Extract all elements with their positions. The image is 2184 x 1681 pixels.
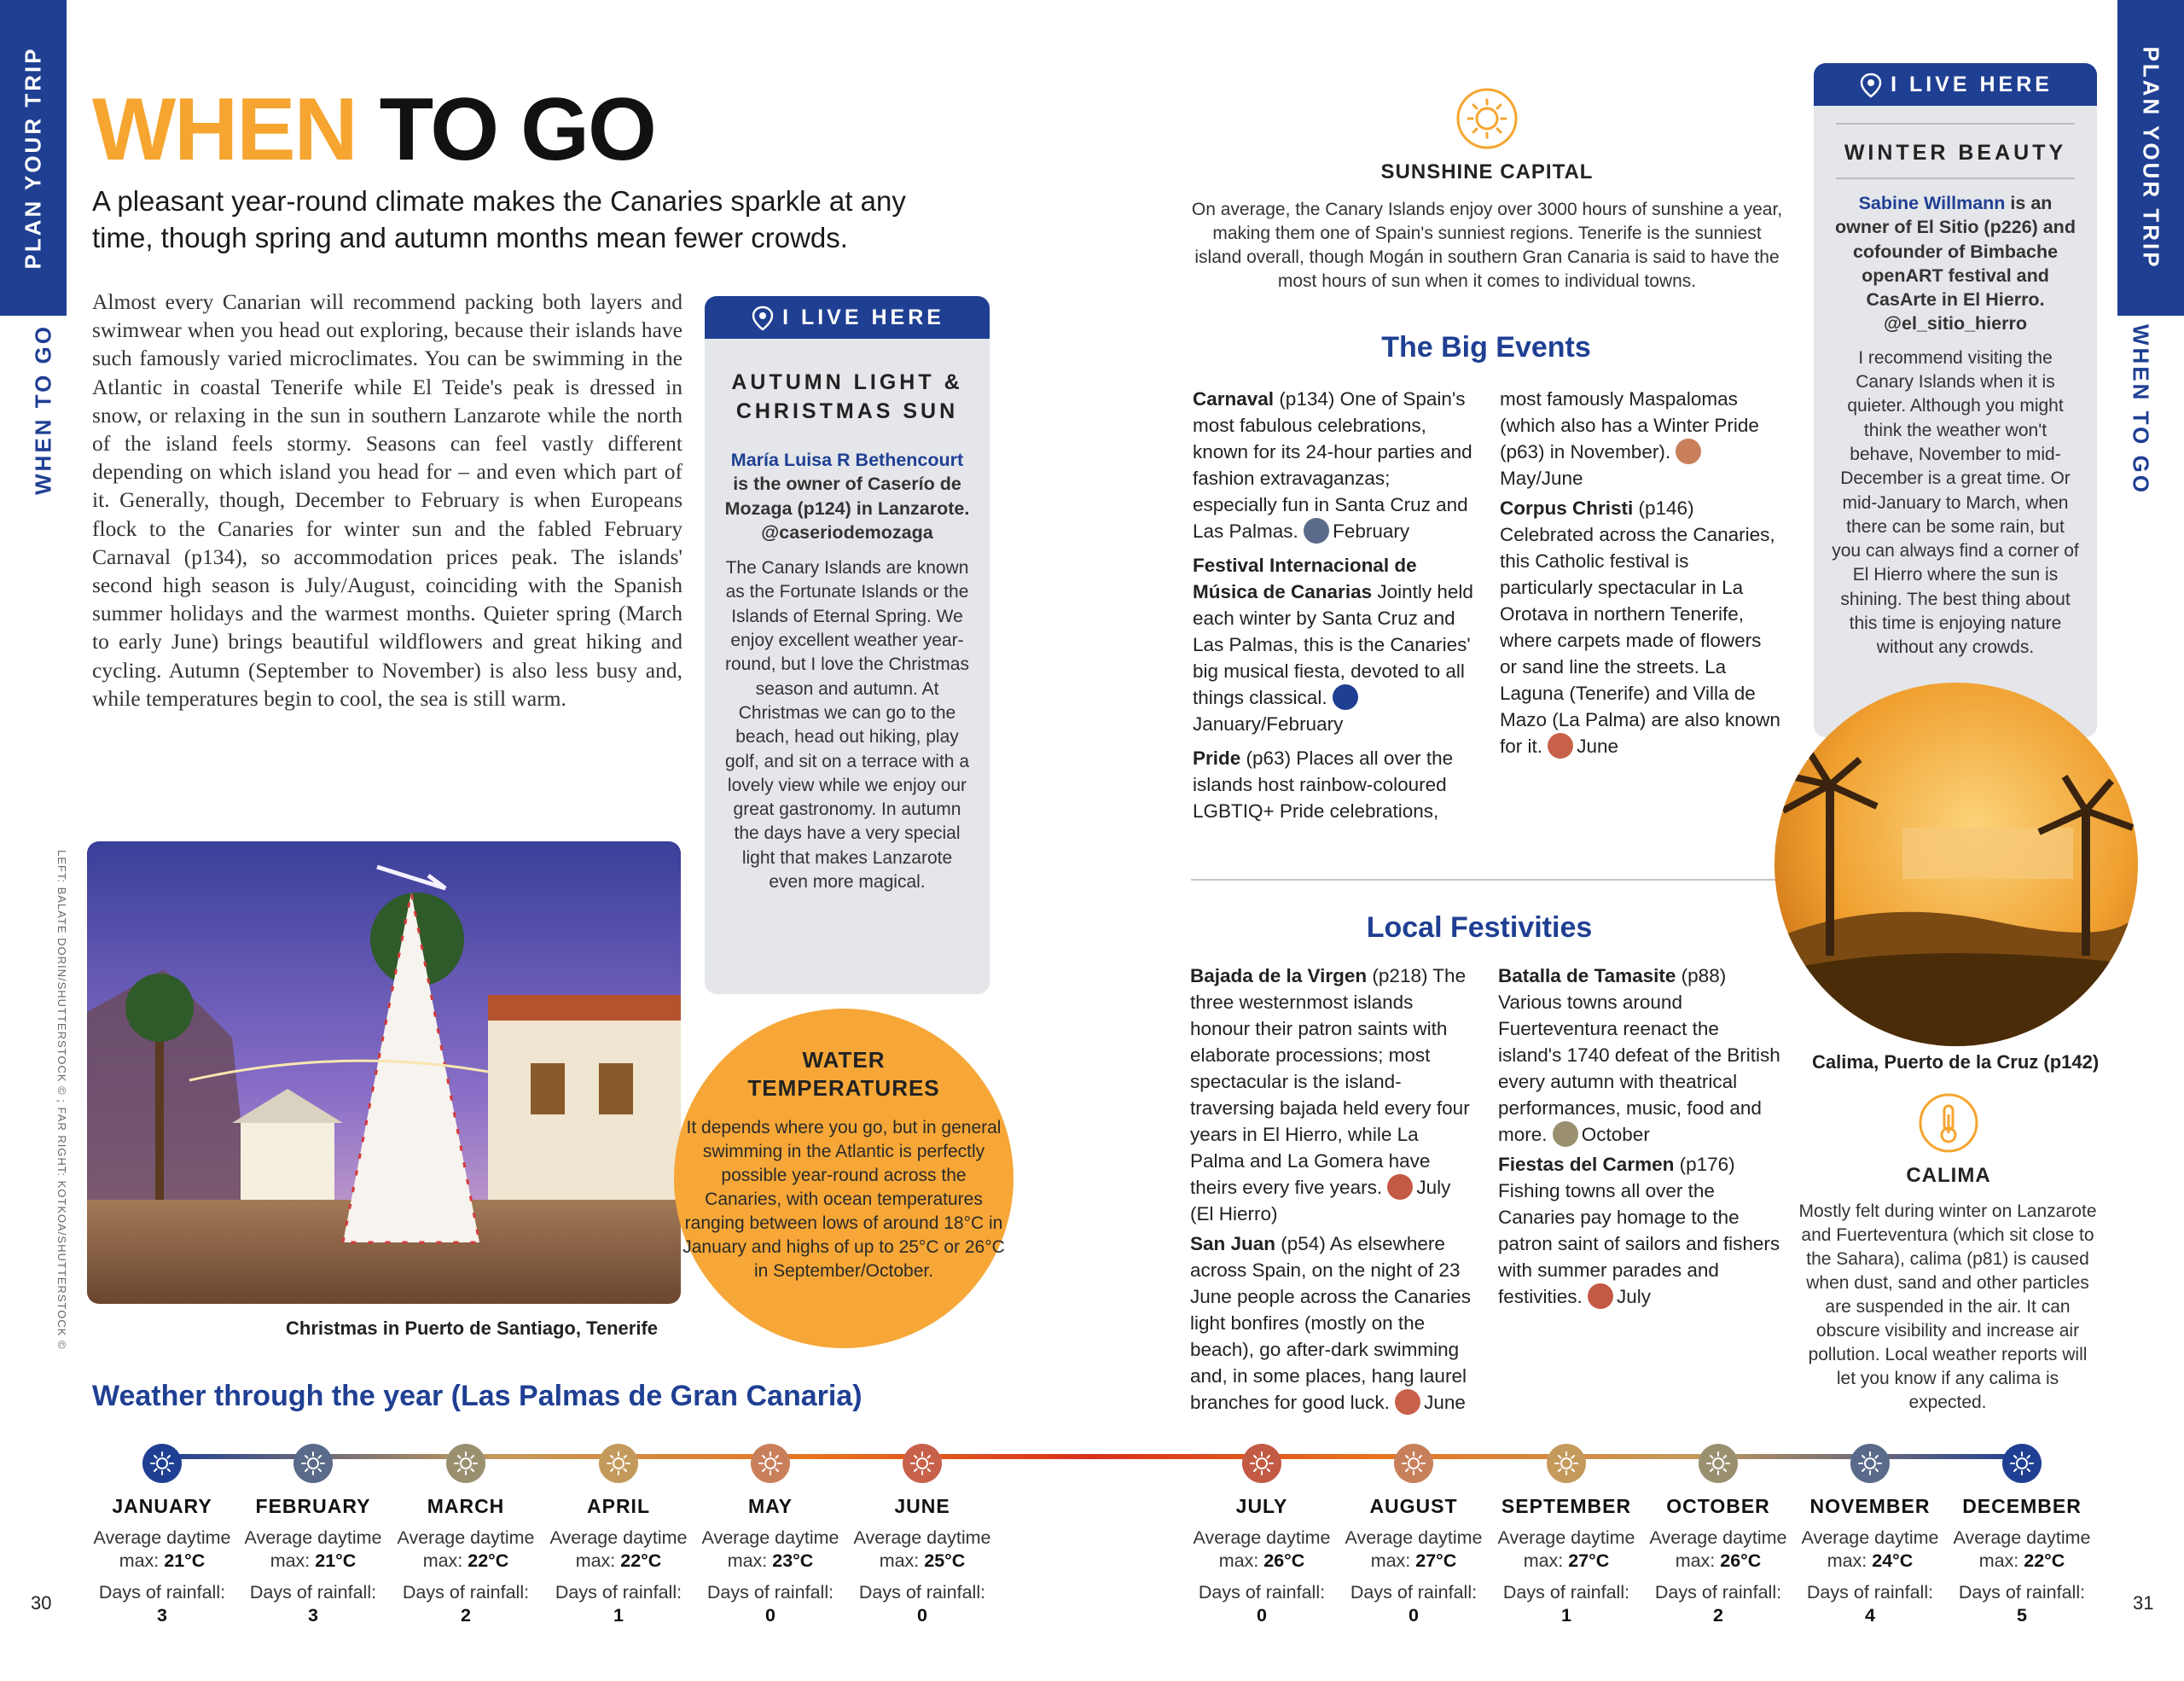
month-rain: Days of rainfall: 0 xyxy=(706,1582,834,1626)
sun-icon xyxy=(142,1444,182,1483)
thermometer-icon xyxy=(1918,1092,1979,1154)
water-temperatures-circle xyxy=(674,1009,1014,1348)
card-quote: The Canary Islands are known as the Fortunate Islands or the Islands of Eternal Spring. We enjoy excellent weather year-round, but I love the Christmas season and autumn. At Christmas we can go to the beach, head out hiking, play golf, and sit on a terrace with a lovely view while we enjoy our great gastronomy. In autumn the days have a very special light that makes Lanzarote even more magical. xyxy=(725,558,969,893)
month-name: SEPTEMBER xyxy=(1501,1495,1632,1517)
left-tab-label: PLAN YOUR TRIP xyxy=(20,46,46,270)
month-rain: Days of rainfall: 2 xyxy=(1654,1582,1782,1626)
divider xyxy=(1191,879,1780,881)
month-column xyxy=(1641,1444,1795,1627)
sun-icon xyxy=(1242,1444,1281,1483)
month-temp: Average daytime max: 22°C xyxy=(549,1527,688,1571)
month-temp: Average daytime max: 22°C xyxy=(397,1527,535,1571)
sun-badge-icon xyxy=(1395,1389,1420,1415)
sun-icon xyxy=(903,1444,942,1483)
month-rain: Days of rainfall: 3 xyxy=(249,1582,377,1626)
lede: A pleasant year-round climate makes the Canaries sparkle at any time, though spring and autumn months mean fewer crowds. xyxy=(92,185,906,253)
event-entry: Fiestas del Carmen (p176) Fishing towns all over the Canaries pay homage to the patron saint of sailors and fishers with summer parades and festivities. July xyxy=(1498,1154,1780,1307)
page-number-right: 31 xyxy=(2133,1592,2154,1614)
month-name: APRIL xyxy=(587,1495,650,1517)
month-temp: Average daytime max: 22°C xyxy=(1953,1527,2091,1571)
card-title: AUTUMN LIGHT & CHRISTMAS SUN xyxy=(731,370,963,423)
i-live-here-card-2 xyxy=(1814,63,2097,737)
month-temp: Average daytime max: 21°C xyxy=(244,1527,382,1571)
card-header: I LIVE HERE xyxy=(1814,63,2097,106)
sun-icon xyxy=(751,1444,790,1483)
sun-icon xyxy=(1699,1444,1738,1483)
sun-badge-icon xyxy=(1553,1121,1578,1147)
month-name: AUGUST xyxy=(1369,1495,1458,1517)
card-author: Sabine Willmann is an owner of El Sitio (p226) and cofounder of Bimbache openART festival and CasArte in El Hierro. @el_sitio_hierro xyxy=(1835,193,2076,334)
event-entry: Bajada de la Virgen (p218) The three westernmost islands honour their patron saints with elaborate processions; most spectacular is the island-traversing bajada held every four years in El Hierro, while La Palma and La Gomera have theirs every five years. July (El Hierro) xyxy=(1190,965,1470,1224)
water-text: It depends where you go, but in general swimming in the Atlantic is perfectly possible year-round across the Canaries, with ocean temperatures ranging between lows of around 18°C in January and highs of up to 25°C or 26°C in September/October. xyxy=(682,1118,1005,1281)
month-name: MAY xyxy=(748,1495,793,1517)
month-column xyxy=(236,1444,390,1627)
big-events-col1 xyxy=(1193,386,1474,824)
left-section-label: WHEN TO GO xyxy=(30,324,56,495)
title-main: TO GO xyxy=(356,80,655,179)
sun-icon xyxy=(2002,1444,2042,1483)
sun-icon xyxy=(599,1444,638,1483)
month-rain: Days of rainfall: 2 xyxy=(402,1582,530,1626)
month-temp: Average daytime max: 27°C xyxy=(1345,1527,1483,1571)
sun-icon xyxy=(1850,1444,1890,1483)
photo-caption: Christmas in Puerto de Santiago, Tenerife xyxy=(286,1317,659,1339)
card-quote: I recommend visiting the Canary Islands when it is quieter. Although you might think the weather won't behave, November to mid-December is a great time. Or mid-January to March, when there can be some rain, but you can always find a corner of El Hierro where the sun is shining. The best thing about this time is enjoying nature without any crowds. xyxy=(1832,347,2079,658)
month-column xyxy=(389,1444,543,1627)
sun-icon xyxy=(1455,87,1519,150)
big-events-col2 xyxy=(1500,386,1783,759)
photo-credit: LEFT: BALATE DORIN/SHUTTERSTOCK © ; FAR RIGHT: KOTKOA/SHUTTERSTOCK © xyxy=(55,850,68,1350)
month-temp: Average daytime max: 21°C xyxy=(93,1527,231,1571)
month-temp: Average daytime max: 23°C xyxy=(701,1527,839,1571)
sun-badge-icon xyxy=(1548,733,1573,759)
sun-icon xyxy=(1547,1444,1586,1483)
month-name: FEBRUARY xyxy=(255,1495,371,1517)
event-entry: Pride (p63) Places all over the islands host rainbow-coloured LGBTIQ+ Pride celebrations, xyxy=(1193,747,1454,822)
month-temp: Average daytime max: 27°C xyxy=(1497,1527,1635,1571)
card-author: María Luisa R Bethencourt is the owner of Caserío de Mozaga (p124) in Lanzarote. @caseriodemozaga xyxy=(724,450,970,543)
weather-title: Weather through the year (Las Palmas de Gran Canaria) xyxy=(92,1380,863,1412)
big-events-title: The Big Events xyxy=(1381,331,1591,364)
card-rule xyxy=(1836,123,2075,125)
month-column xyxy=(1337,1444,1490,1627)
month-column xyxy=(1793,1444,1947,1627)
right-side-tab xyxy=(2117,0,2184,316)
sun-badge-icon xyxy=(1676,439,1701,464)
calima-photo xyxy=(1774,683,2138,1046)
location-pin-icon xyxy=(750,305,775,331)
sun-badge-icon xyxy=(1588,1283,1613,1309)
local-col2 xyxy=(1498,963,1783,1310)
month-temp: Average daytime max: 26°C xyxy=(1193,1527,1331,1571)
month-column xyxy=(694,1444,847,1627)
event-entry: Festival Internacional de Música de Canarias Jointly held each winter by Santa Cruz and Las Palmas, this is the Canaries' big musical fiesta, devoted to all things classical. January/February xyxy=(1193,555,1473,735)
i-live-here-card-1 xyxy=(705,296,990,994)
month-rain: Days of rainfall: 5 xyxy=(1958,1582,2086,1626)
left-side-tab xyxy=(0,0,67,316)
calima-title: CALIMA xyxy=(1906,1164,1991,1187)
month-temp: Average daytime max: 24°C xyxy=(1801,1527,1939,1571)
christmas-tree-photo xyxy=(87,841,681,1304)
month-rain: Days of rainfall: 0 xyxy=(1198,1582,1326,1626)
card-title: WINTER BEAUTY xyxy=(1844,141,2067,165)
right-section-label: WHEN TO GO xyxy=(2128,324,2154,495)
month-name: JUNE xyxy=(894,1495,950,1517)
month-rain: Days of rainfall: 1 xyxy=(555,1582,682,1626)
sun-icon xyxy=(293,1444,333,1483)
card-rule xyxy=(1836,177,2075,179)
water-title: WATER TEMPERATURES xyxy=(747,1047,940,1101)
title-accent: WHEN xyxy=(92,80,357,179)
event-entry: San Juan (p54) As elsewhere across Spain, on the night of 23 June people across the Canaries light bonfires (mostly on the beach), go after-dark swimming and, in some places, hang laurel branches for good luck. June xyxy=(1190,1233,1471,1413)
event-entry: Carnaval (p134) One of Spain's most fabulous celebrations, known for its 24-hour parties and fashion extravaganzas; especially fun in Santa Cruz and Las Palmas. February xyxy=(1193,388,1472,542)
month-name: JULY xyxy=(1235,1495,1288,1517)
sun-badge-icon xyxy=(1333,684,1358,710)
month-column xyxy=(1945,1444,2099,1627)
body-text: Almost every Canarian will recommend packing both layers and swimwear when you head out exploring, because their islands have such famously varied microclimates. You can be swimming in the Atlantic in coastal Tenerife while El Teide's peak is dressed in snow, or relaxing in the sun in southern Lanzarote while the north of the island feels stormy. Seasons can feel vastly different depending on which island you head for – and even which part of it. Generally, though, December to February is when Europeans flock to the Canaries for winter sun and the fabled February Carnaval (p134), so accommodation prices peak. The islands' second high season is July/August, coinciding with the Spanish summer holidays and the warmest months. Quieter spring (March to early June) brings beautiful wildflowers and great hiking and cycling. Autumn (September to November) is also less busy and, while temperatures begin to cool, the sea is still warm. xyxy=(92,289,682,711)
right-tab-label: PLAN YOUR TRIP xyxy=(2138,46,2164,270)
month-name: OCTOBER xyxy=(1666,1495,1770,1517)
month-temp: Average daytime max: 25°C xyxy=(853,1527,991,1571)
sun-icon xyxy=(446,1444,485,1483)
local-col1 xyxy=(1190,963,1477,1416)
month-column xyxy=(1185,1444,1339,1627)
month-rain: Days of rainfall: 4 xyxy=(1806,1582,1934,1626)
event-entry: Batalla de Tamasite (p88) Various towns around Fuerteventura reenact the island's 1740 defeat of the British every autumn with theatrical performances, music, food and more. October xyxy=(1498,965,1780,1145)
location-pin-icon xyxy=(1858,73,1884,98)
month-name: JANUARY xyxy=(112,1495,212,1517)
card-header: I LIVE HERE xyxy=(705,296,990,339)
sun-badge-icon xyxy=(1387,1174,1413,1200)
month-column xyxy=(542,1444,695,1627)
sun-icon xyxy=(1394,1444,1433,1483)
month-rain: Days of rainfall: 3 xyxy=(98,1582,226,1626)
page-title xyxy=(92,80,655,179)
event-entry: most famously Maspalomas (which also has a Winter Pride (p63) in November). May/June xyxy=(1500,388,1759,489)
calima-text: Mostly felt during winter on Lanzarote and Fuerteventura (which sit close to the Sahara), calima (p81) is caused when dust, sand and other particles are suspended in the air. It can obscure visibility and increase air pollution. Local weather reports will let you know if any calima is expected. xyxy=(1798,1201,2097,1412)
month-column xyxy=(85,1444,239,1627)
month-rain: Days of rainfall: 0 xyxy=(858,1582,986,1626)
page-number-left: 30 xyxy=(31,1592,52,1614)
event-entry: Corpus Christi (p146) Celebrated across the Canaries, this Catholic festival is particularly spectacular in La Orotava in northern Tenerife, where carpets made of flowers or sand line the streets. La Laguna (Tenerife) and Villa de Mazo (La Palma) are also known for it. June xyxy=(1500,497,1780,757)
month-temp: Average daytime max: 26°C xyxy=(1649,1527,1787,1571)
sun-badge-icon xyxy=(1304,518,1329,544)
month-name: NOVEMBER xyxy=(1809,1495,1931,1517)
month-name: MARCH xyxy=(427,1495,505,1517)
sunshine-title: SUNSHINE CAPITAL xyxy=(1380,160,1594,183)
month-column xyxy=(1490,1444,1643,1627)
month-column xyxy=(845,1444,999,1627)
local-festivities-title: Local Festivities xyxy=(1366,911,1593,944)
month-name: DECEMBER xyxy=(1962,1495,2082,1517)
month-rain: Days of rainfall: 0 xyxy=(1350,1582,1478,1626)
month-rain: Days of rainfall: 1 xyxy=(1502,1582,1630,1626)
calima-caption: Calima, Puerto de la Cruz (p142) xyxy=(1812,1051,2100,1073)
sunshine-text: On average, the Canary Islands enjoy over 3000 hours of sunshine a year, making them one of Spain's sunniest regions. Tenerife is the sunniest island overall, though Mogán in southern Gran Canaria is said to have the most hours of sun when it comes to individual towns. xyxy=(1191,200,1783,291)
